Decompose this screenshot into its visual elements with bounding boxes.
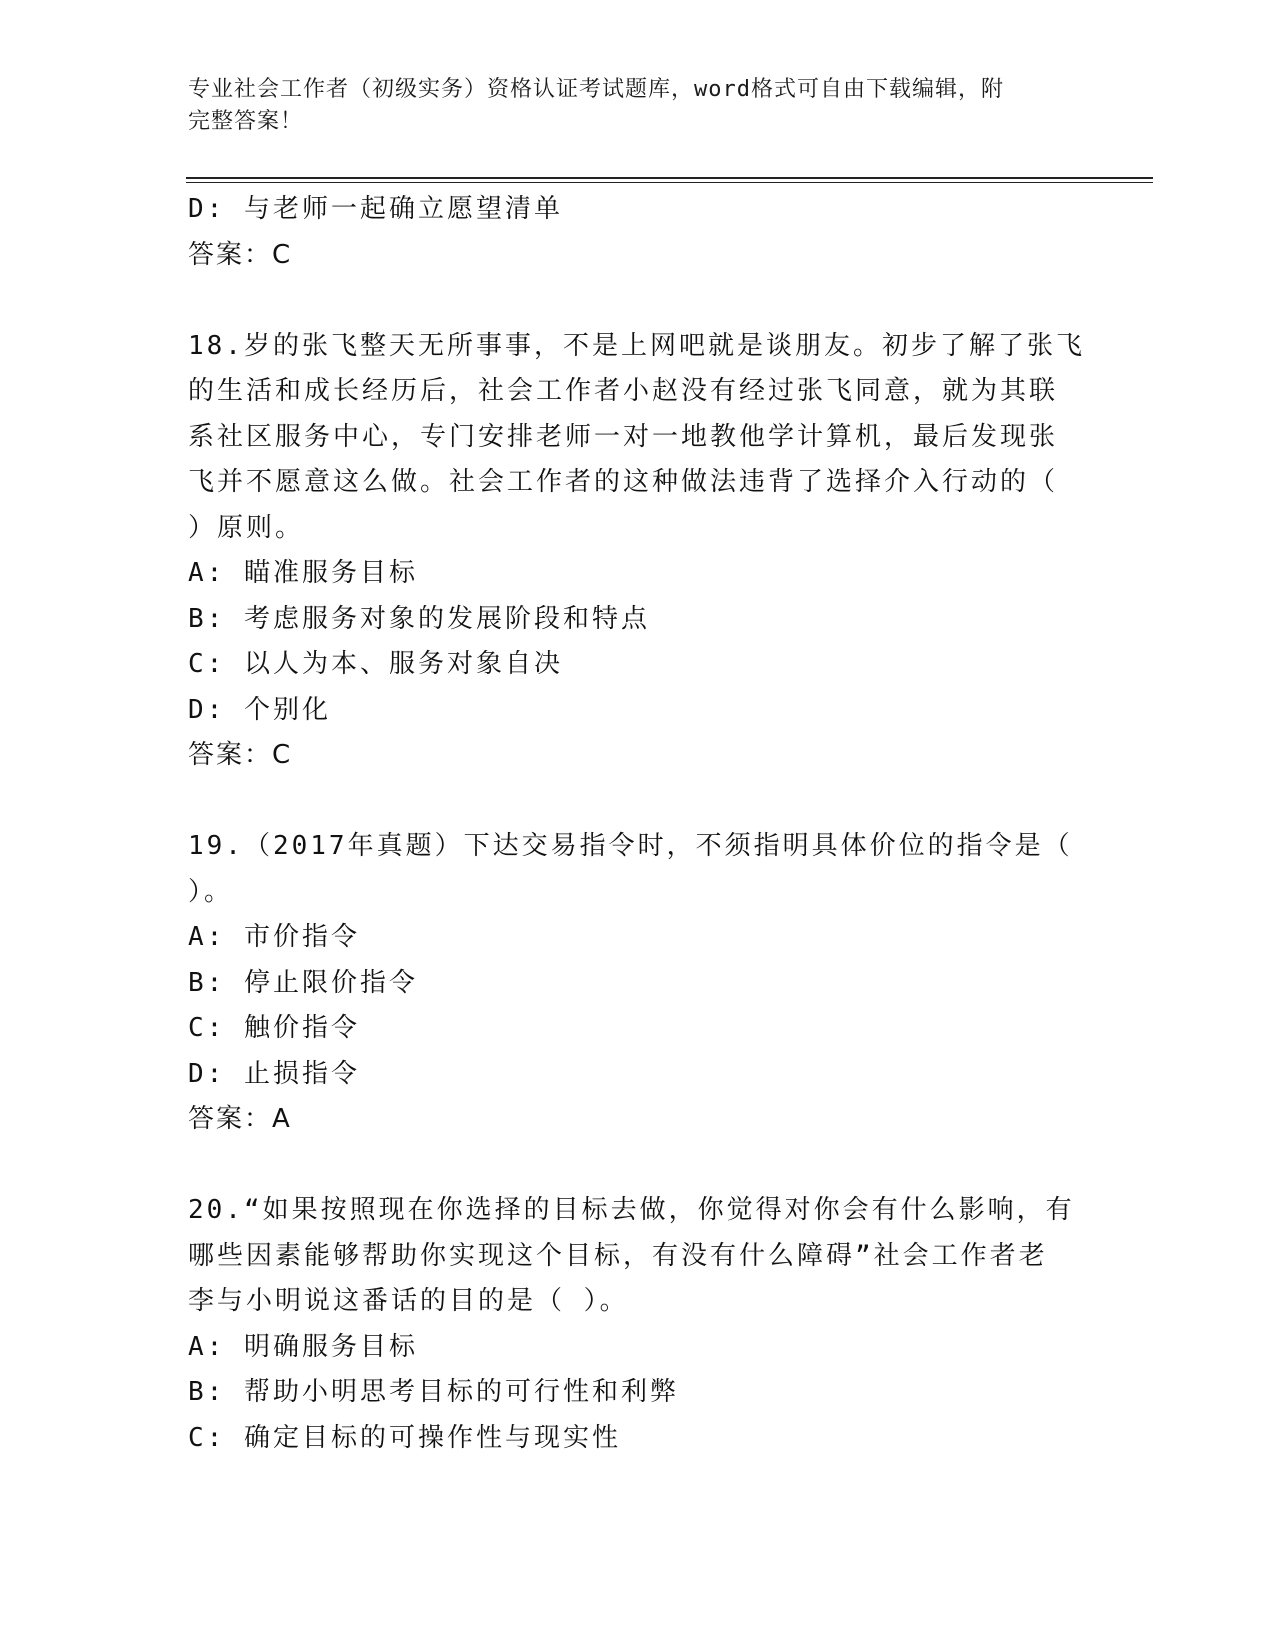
- question-18: [188, 324, 1088, 779]
- q17-option-d: D: 与老师一起确立愿望清单: [188, 194, 563, 224]
- q19-option-d: D: 止损指令: [188, 1058, 360, 1089]
- q18-option-a: A: 瞄准服务目标: [188, 558, 418, 588]
- q18-option-b: B: 考虑服务对象的发展阶段和特点: [188, 603, 650, 634]
- header-line-2: 完整答案！: [188, 109, 304, 134]
- header-divider-thick: [186, 177, 1153, 179]
- question-19: [188, 824, 1088, 1143]
- q18-option-d: D: 个别化: [188, 694, 331, 725]
- q19-option-a: A: 市价指令: [188, 922, 360, 952]
- q17-answer: 答案：C: [188, 239, 293, 270]
- spacer: [188, 1143, 1088, 1189]
- q19-stem: 19.（2017年真题）下达交易指令时，不须指明具体价位的指令是（ ）。: [188, 831, 1073, 907]
- page-header: [188, 74, 1068, 138]
- q20-option-a: A: 明确服务目标: [188, 1331, 418, 1362]
- q18-stem: 18.岁的张飞整天无所事事，不是上网吧就是谈朋友。初步了解了张飞 的生活和成长经历后，社会工作者小赵没有经过张飞同意，就为其联 系社区服务中心，专门安排老师一对一地教他学计算机，最后发现张 飞并不愿意这么做。社会工作者的这种做法违背了选择介入行动的（ ）原则。: [188, 330, 1085, 543]
- q20-option-c: C: 确定目标的可操作性与现实性: [188, 1422, 621, 1453]
- q20-stem: 20.“如果按照现在你选择的目标去做，你觉得对你会有什么影响，有 哪些因素能够帮助你实现这个目标，有没有什么障碍”社会工作者老 李与小明说这番话的目的是（ ）。: [188, 1195, 1075, 1316]
- q19-option-c: C: 触价指令: [188, 1013, 360, 1043]
- q18-answer: 答案：C: [188, 740, 293, 770]
- q20-option-b: B: 帮助小明思考目标的可行性和利弊: [188, 1377, 679, 1407]
- spacer: [188, 278, 1088, 324]
- q18-option-c: C: 以人为本、服务对象自决: [188, 649, 563, 679]
- q19-answer: 答案：A: [188, 1104, 292, 1134]
- header-divider-thin: [186, 182, 1153, 183]
- q19-option-b: B: 停止限价指令: [188, 967, 418, 998]
- question-20: [188, 1188, 1088, 1461]
- question-17-tail: [188, 187, 1088, 278]
- document-body: [188, 187, 1088, 1461]
- spacer: [188, 779, 1088, 825]
- header-line-1: 专业社会工作者（初级实务）资格认证考试题库，word格式可自由下载编辑，附: [188, 77, 1004, 102]
